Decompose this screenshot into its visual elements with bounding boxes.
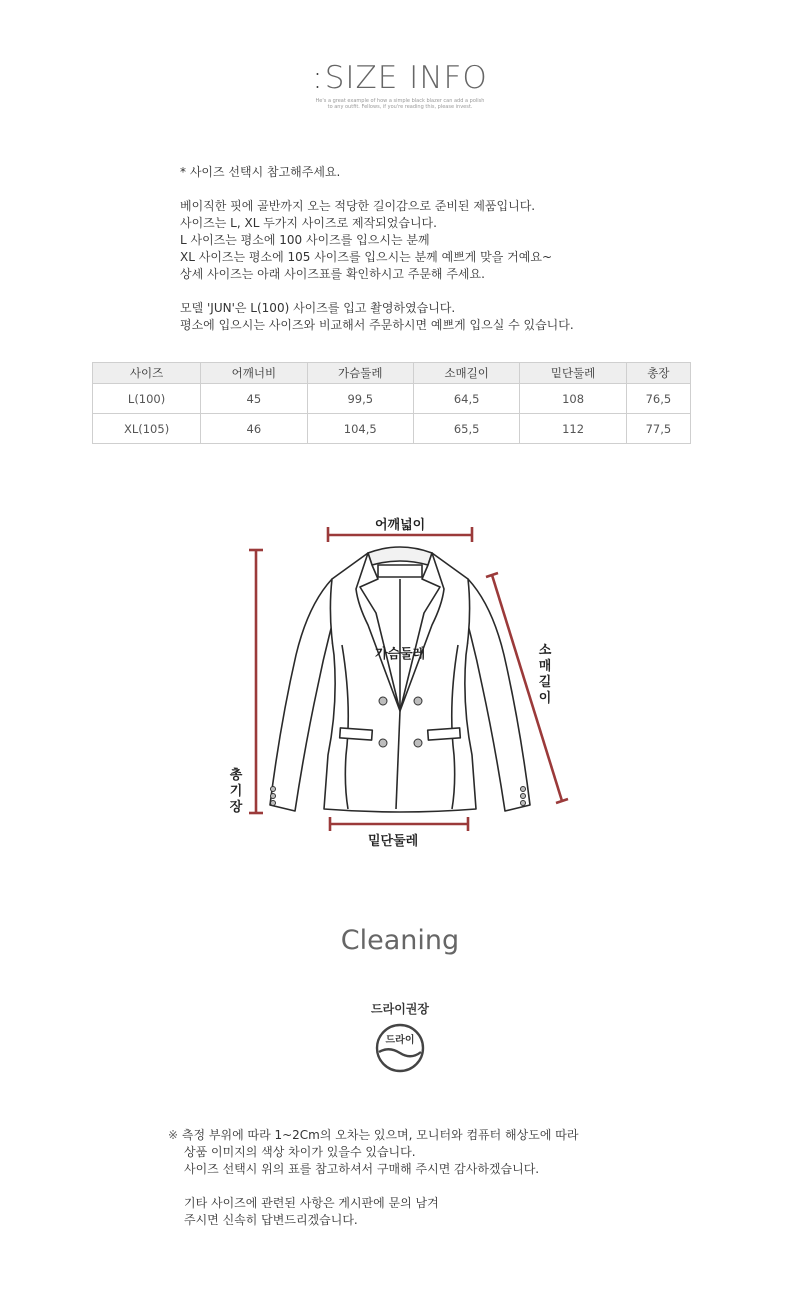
jacket-measurement-diagram (200, 505, 600, 850)
sleeve-char: 소 (538, 643, 552, 658)
subtitle-line-1: He's a great example of how a simple black blazer can add a polish (315, 98, 485, 104)
table-header-cell: 가슴둘레 (307, 363, 413, 384)
table-header-cell: 사이즈 (93, 363, 201, 384)
table-cell: 77,5 (626, 414, 690, 444)
title-text: SIZE INFO (324, 60, 488, 96)
shoulder-label: 어깨넓이 (375, 518, 426, 533)
note-line: XL 사이즈는 평소에 105 사이즈를 입으시는 분께 예쁘게 맞을 거예요~ (180, 250, 552, 264)
footer-notes (168, 1127, 728, 1229)
footer-line: 기타 사이즈에 관련된 사항은 게시판에 문의 남겨 (184, 1196, 439, 1210)
note-line: 베이직한 핏에 골반까지 오는 적당한 길이감으로 준비된 제품입니다. (180, 199, 536, 213)
sleeve-char: 이 (538, 691, 552, 706)
note-line: 모델 'JUN'은 L(100) 사이즈를 입고 촬영하였습니다. (180, 301, 456, 315)
footer-line (168, 1127, 728, 1144)
length-label (228, 768, 244, 816)
jacket-shape (270, 547, 530, 812)
note-line: * 사이즈 선택시 참고해주세요. (180, 165, 341, 179)
length-char: 기 (229, 784, 243, 799)
table-row (93, 414, 691, 444)
table-cell: 45 (201, 384, 307, 414)
length-char: 총 (229, 768, 243, 783)
table-cell: 65,5 (413, 414, 519, 444)
table-header-cell: 총장 (626, 363, 690, 384)
note-line: L 사이즈는 평소에 100 사이즈를 입으시는 분께 (180, 233, 430, 247)
table-header-row (93, 363, 691, 384)
table-header-cell: 소매길이 (413, 363, 519, 384)
table-cell: 108 (520, 384, 626, 414)
table-cell: L(100) (93, 384, 201, 414)
cleaning-title: Cleaning (340, 925, 460, 956)
table-cell: 76,5 (626, 384, 690, 414)
note-line: 사이즈는 L, XL 두가지 사이즈로 제작되었습니다. (180, 216, 437, 230)
table-row (93, 384, 691, 414)
hem-label: 밑단둘레 (368, 834, 419, 849)
table-cell: 64,5 (413, 384, 519, 414)
length-char: 장 (229, 800, 243, 815)
table-cell: 99,5 (307, 384, 413, 414)
footer-line: 사이즈 선택시 위의 표를 참고하셔서 구매해 주시면 감사하겠습니다. (184, 1162, 540, 1176)
dry-clean-icon (374, 1022, 426, 1074)
sleeve-char: 길 (538, 675, 552, 690)
title-colon: : (312, 60, 324, 96)
note-line: 평소에 입으시는 사이즈와 비교해서 주문하시면 예쁘게 입으실 수 있습니다. (180, 318, 574, 332)
table-cell: XL(105) (93, 414, 201, 444)
size-table (92, 362, 691, 444)
table-cell: 104,5 (307, 414, 413, 444)
dry-clean-label: 드라이권장 (371, 1002, 429, 1016)
size-info-subtitle (300, 98, 500, 110)
chest-label: 가슴둘레 (375, 647, 426, 662)
table-header-cell: 어깨너비 (201, 363, 307, 384)
table-cell: 46 (201, 414, 307, 444)
footer-text: 측정 부위에 따라 1~2Cm의 오차는 있으며, 모니터와 컴퓨터 해상도에 따라 (181, 1128, 579, 1142)
sleeve-char: 매 (538, 659, 552, 674)
size-info-title (0, 60, 800, 96)
sleeve-label (537, 643, 553, 707)
table-cell: 112 (520, 414, 626, 444)
reference-mark: ※ (168, 1128, 179, 1142)
table-header-cell: 밑단둘레 (520, 363, 626, 384)
size-notes (180, 164, 700, 334)
footer-line: 상품 이미지의 색상 차이가 있을수 있습니다. (184, 1145, 416, 1159)
subtitle-line-2: to any outfit. Fellows, if you're reading this, please invest. (327, 104, 473, 110)
dry-clean-icon-text: 드라이 (385, 1035, 415, 1046)
footer-line: 주시면 신속히 답변드리겠습니다. (184, 1213, 358, 1227)
note-line: 상세 사이즈는 아래 사이즈표를 확인하시고 주문해 주세요. (180, 267, 485, 281)
